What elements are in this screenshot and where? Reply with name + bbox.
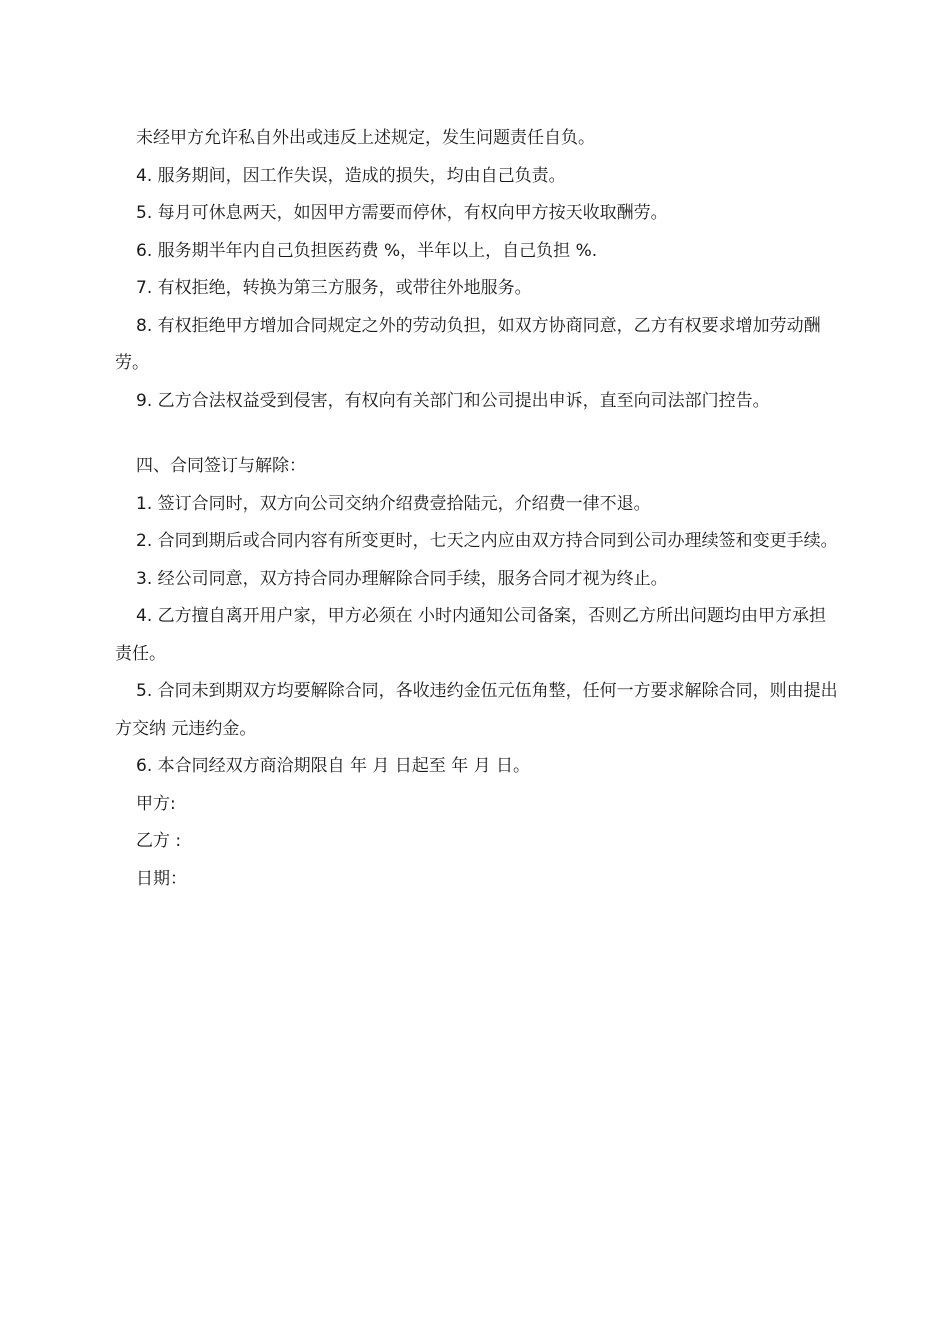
termination-item-4: 4. 乙方擅自离开用户家，甲方必须在 小时内通知公司备案，否则乙方所出问题均由甲方承担责任。 bbox=[115, 606, 827, 664]
section-heading: 四、合同签订与解除： bbox=[136, 456, 306, 476]
clause-text: 未经甲方允许私自外出或违反上述规定，发生问题责任自负。 bbox=[136, 128, 595, 148]
termination-item-1: 1. 签订合同时，双方向公司交纳介绍费壹拾陆元，介绍费一律不退。 bbox=[136, 493, 651, 514]
clause-item-6: 6. 服务期半年内自己负担医药费 %，半年以上，自己负担 %. bbox=[136, 240, 598, 261]
party-a-signature-label: 甲方: bbox=[136, 793, 176, 814]
termination-item-3: 3. 经公司同意，双方持合同办理解除合同手续，服务合同才视为终止。 bbox=[136, 568, 668, 589]
clause-item-9: 9. 乙方合法权益受到侵害，有权向有关部门和公司提出申诉，直至向司法部门控告。 bbox=[136, 390, 770, 411]
termination-item-2: 2. 合同到期后或合同内容有所变更时，七天之内应由双方持合同到公司办理续签和变更手续。 bbox=[136, 531, 838, 551]
clause-item-5: 5. 每月可休息两天，如因甲方需要而停休，有权向甲方按天收取酬劳。 bbox=[136, 203, 668, 223]
termination-item-5: 5. 合同未到期双方均要解除合同，各收违约金伍元伍角整，任何一方要求解除合同，则由提出方交纳 元违约金。 bbox=[115, 681, 838, 739]
clause-item-7: 7. 有权拒绝，转换为第三方服务，或带往外地服务。 bbox=[136, 278, 532, 298]
party-b-signature-label: 乙方 : bbox=[136, 831, 182, 851]
termination-item-6: 6. 本合同经双方商洽期限自 年 月 日起至 年 月 日。 bbox=[136, 756, 531, 776]
section-spacer bbox=[115, 420, 840, 448]
date-label: 日期： bbox=[136, 868, 187, 889]
clause-item-4: 4. 服务期间，因工作失误，造成的损失，均由自己负责。 bbox=[136, 165, 566, 186]
contract-body bbox=[115, 120, 840, 898]
clause-item-8: 8. 有权拒绝甲方增加合同规定之外的劳动负担，如双方协商同意，乙方有权要求增加劳动酬劳。 bbox=[115, 315, 821, 373]
